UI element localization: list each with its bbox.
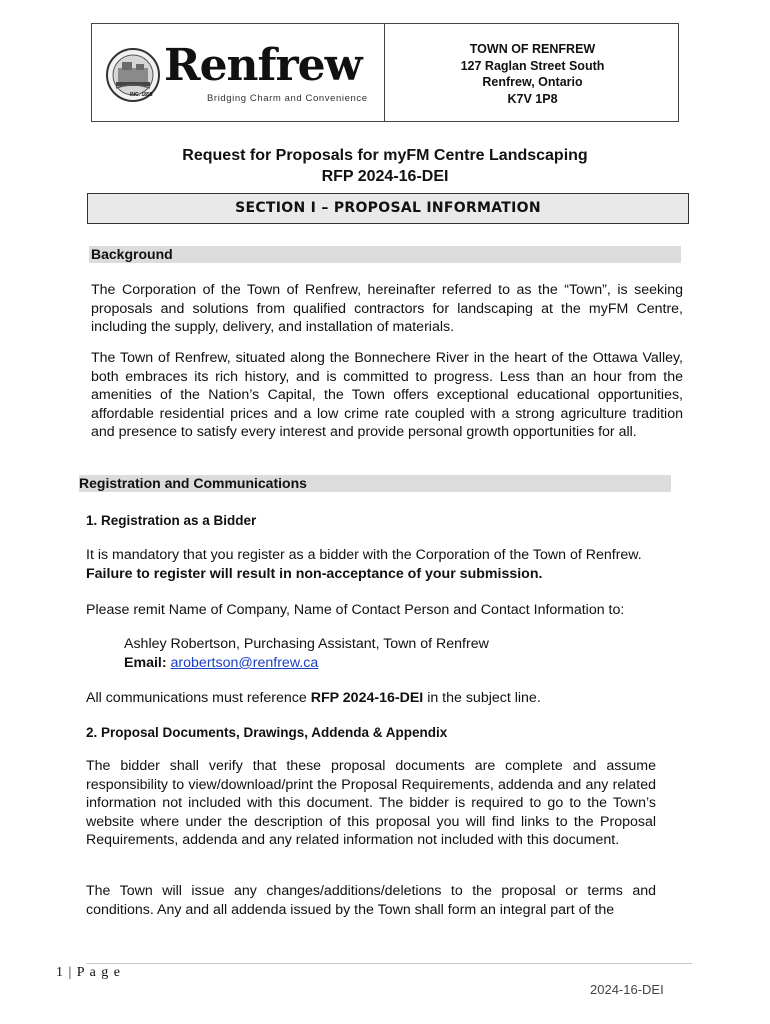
address-line: K7V 1P8	[507, 91, 558, 106]
mandatory-text: It is mandatory that you register as a bidder with the Corporation of the Town of Renfrew.	[86, 547, 642, 563]
letterhead-box	[91, 23, 679, 122]
registration-heading-text: Registration and Communications	[79, 475, 307, 491]
footer-rule	[86, 963, 692, 964]
background-paragraph-2: The Town of Renfrew, situated along the Bonnechere River in the heart of the Ottawa Valley, both embraces its rich history, and is committed to progress. Less than an hour from the amenities of the Nation’s Capital, the Town offers exceptional educational opportunities, affordable residential prices and a low crime rate coupled with a strong agriculture tradition and presence to satisfy every interest and provide personal growth opportunities for all.	[91, 350, 683, 441]
registration-item-title: 1. Registration as a Bidder	[86, 513, 257, 528]
comm-rfp-ref: RFP 2024-16-DEI	[310, 690, 424, 706]
address-line: TOWN OF RENFREW	[469, 42, 596, 56]
changes-paragraph: The Town will issue any changes/additions/deletions to the proposal or terms and conditions. Any and all addenda issued by the Town shall form an integral part of the	[86, 883, 656, 918]
town-logo	[104, 40, 374, 108]
page-number: 1 | P a g e	[56, 965, 121, 980]
town-address	[385, 41, 680, 107]
document-title: Request for Proposals for myFM Centre Landscaping	[182, 147, 588, 164]
mandatory-warning: Failure to register will result in non-acceptance of your submission.	[86, 565, 543, 582]
email-link[interactable]: arobertson@renfrew.ca	[170, 655, 319, 671]
documents-item-title: 2. Proposal Documents, Drawings, Addenda & Appendix	[86, 725, 448, 740]
comm-text-pre: All communications must reference	[86, 690, 311, 706]
address-line: Renfrew, Ontario	[482, 75, 583, 89]
footer-doc-code: 2024-16-DEI	[590, 982, 664, 997]
logo-tagline: Bridging Charm and Convenience	[207, 93, 368, 104]
comm-text-post: in the subject line.	[423, 690, 541, 706]
mandatory-paragraph	[86, 546, 678, 583]
contact-email-line	[124, 654, 318, 673]
remit-instructions: Please remit Name of Company, Name of Contact Person and Contact Information to:	[86, 602, 625, 618]
registration-heading	[79, 475, 671, 492]
rfp-number: RFP 2024-16-DEI	[321, 168, 449, 185]
contact-person: Ashley Robertson, Purchasing Assistant, Town of Renfrew	[124, 636, 489, 652]
section-heading: SECTION I – PROPOSAL INFORMATION	[87, 193, 689, 224]
background-paragraph-1: The Corporation of the Town of Renfrew, hereinafter referred to as the “Town”, is seeking proposals and solutions from qualified contractors for landscaping at the myFM Centre, including the supply, delivery, and installation of materials.	[91, 282, 683, 336]
communications-reference	[86, 689, 678, 708]
address-line: 127 Raglan Street South	[460, 58, 605, 73]
background-heading	[89, 246, 681, 263]
background-heading-text: Background	[91, 246, 173, 262]
logo-wordmark: Renfrew	[164, 40, 362, 91]
verify-paragraph: The bidder shall verify that these proposal documents are complete and assume responsibility to view/download/print the Proposal Requirements, addenda and any related information not included with this document. The bidder is required to go to the Town’s website where under the description of this proposal you will find links to the Proposal Requirements, addenda and any related information not included with this document.	[86, 758, 656, 849]
email-label: Email:	[124, 655, 167, 671]
seal-text: INC. 1858	[130, 92, 153, 98]
